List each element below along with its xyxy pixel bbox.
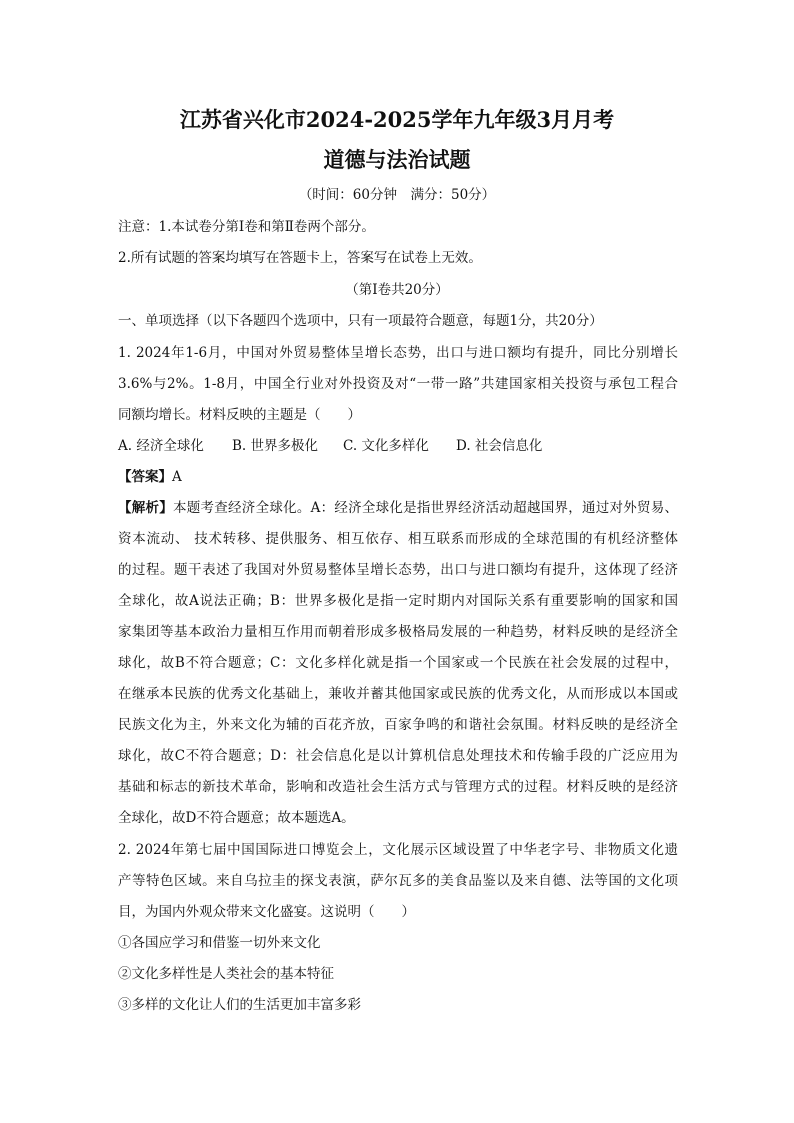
q1-analysis-line-9: 球化，故C不符合题意；D：社会信息化是以计算机信息处理技术和传输手段的广泛应用为	[118, 748, 678, 764]
q1-line-1: 1. 2024年1-6月，中国对外贸易整体呈增长态势，出口与进口额均有提升，同比分别增长	[118, 345, 678, 361]
q1-analysis-line-4: 全球化，故A说法正确；B：世界多极化是指一定时期内对国际关系有重要影响的国家和国	[118, 593, 678, 609]
q1-answer	[118, 467, 182, 487]
q1-option-d: D. 社会信息化	[456, 438, 543, 454]
part-title: 一、单项选择（以下各题四个选项中，只有一项最符合题意，每题1分，共20分）	[118, 313, 603, 329]
exam-subject-title: 道德与法治试题	[323, 147, 471, 172]
section-header: （第Ⅰ卷共20分）	[345, 282, 449, 298]
q2-statement-2: ②文化多样性是人类社会的基本特征	[118, 966, 334, 982]
q1-option-a: A. 经济全球化	[118, 438, 204, 454]
q2-statement-1: ①各国应学习和借鉴一切外来文化	[118, 935, 321, 951]
q2-line-2: 产等特色区域。来自乌拉圭的探戈表演，萨尔瓦多的美食品鉴以及来自德、法等国的文化项	[118, 873, 678, 889]
exam-info: （时间：60分钟 满分：50分）	[298, 187, 496, 203]
q1-analysis-line-2: 资本流动、 技术转移、提供服务、相互依存、相互联系而形成的全球范围的有机经济整体	[118, 531, 678, 547]
q2-statement-3: ③多样的文化让人们的生活更加丰富多彩	[118, 997, 361, 1013]
q1-option-c: C. 文化多样化	[343, 438, 429, 454]
q1-analysis-line-3: 的过程。题干表述了我国对外贸易整体呈增长态势，出口与进口额均有提升，这体现了经济	[118, 562, 678, 578]
q1-analysis-line-7: 在继承本民族的优秀文化基础上，兼收并蓄其他国家或民族的优秀文化，从而形成以本国或	[118, 686, 678, 702]
q1-line-3: 同额均增长。材料反映的主题是（ ）	[118, 407, 361, 423]
q1-analysis-line-1	[118, 498, 678, 518]
notice-line-2: 2.所有试题的答案均填写在答题卡上，答案写在试卷上无效。	[118, 250, 482, 266]
q2-line-3: 目，为国内外观众带来文化盛宴。这说明（ ）	[118, 904, 415, 920]
q1-analysis-line-10: 基础和标志的新技术革命，影响和改造社会生活方式与管理方式的过程。材料反映的是经济	[118, 779, 678, 795]
q1-analysis-line-11: 全球化，故D不符合题意；故本题选A。	[118, 810, 355, 826]
q1-analysis-line-8: 民族文化为主，外来文化为辅的百花齐放，百家争鸣的和谐社会氛围。材料反映的是经济全	[118, 717, 678, 733]
q1-line-2: 3.6%与2%。1-8月，中国全行业对外投资及对“一带一路”共建国家相关投资与承包工程合	[118, 376, 678, 392]
answer-label: 【答案】	[118, 469, 172, 485]
answer-value: A	[172, 469, 182, 485]
notice-line-1: 注意：1.本试卷分第Ⅰ卷和第Ⅱ卷两个部分。	[118, 219, 375, 235]
q2-line-1: 2. 2024年第七届中国国际进口博览会上，文化展示区域设置了中华老字号、非物质文化遗	[118, 842, 678, 858]
exam-title: 江苏省兴化市2024-2025学年九年级3月月考	[179, 107, 615, 132]
q1-option-b: B. 世界多极化	[232, 438, 319, 454]
q1-analysis-line-5: 家集团等基本政治力量相互作用而朝着形成多极格局发展的一种趋势，材料反映的是经济全	[118, 624, 678, 640]
analysis-text: 本题考查经济全球化。A：经济全球化是指世界经济活动超越国界，通过对外贸易、	[173, 500, 678, 516]
q1-analysis-line-6: 球化，故B不符合题意；C：文化多样化就是指一个国家或一个民族在社会发展的过程中，	[118, 655, 678, 671]
analysis-label: 【解析】	[118, 500, 174, 516]
